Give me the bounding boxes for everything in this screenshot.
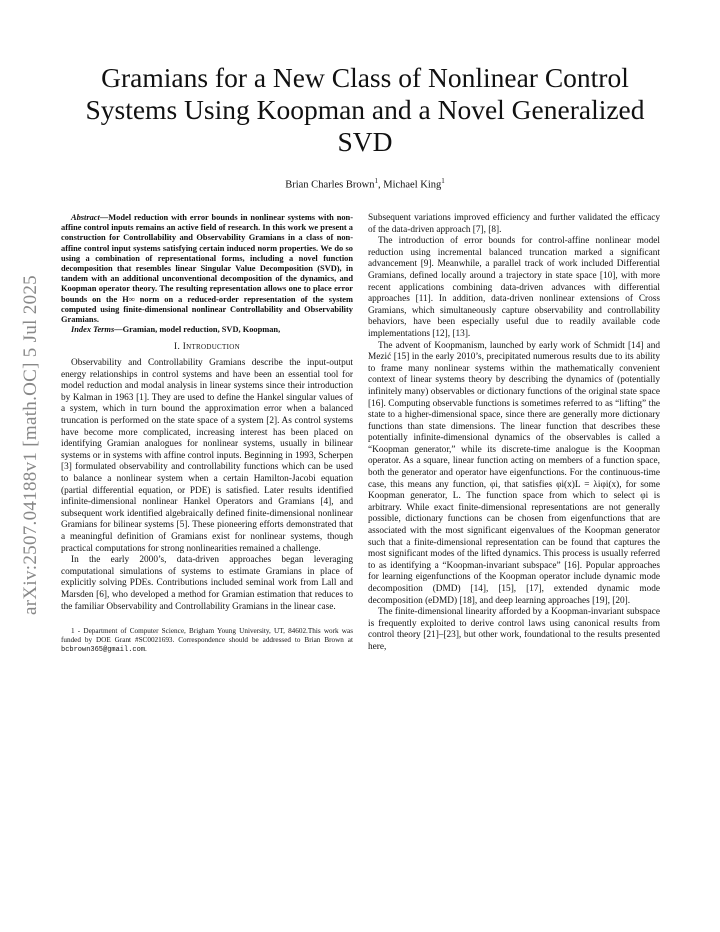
email-link[interactable]: bcbrown365@gmail.com — [61, 645, 146, 654]
arxiv-stamp — [6, 245, 56, 645]
author-separator: , — [377, 179, 384, 191]
section-heading: I. Introduction — [174, 342, 240, 353]
paragraph: Subsequent variations improved efficiency and further validated the efficacy of the data-driven approach [7], [8]. — [368, 213, 660, 235]
paragraph: In the early 2000’s, data-driven approaches began leveraging computational simulations of systems to estimate Gramians in place of explicitly solving PDEs. Contributions included seminal work from Lall and Marsden [6], who developed a method for Gramian estimation that reduces to the familiar Observability and Controllability Gramians in the linear case. — [61, 555, 353, 612]
author-line — [60, 177, 670, 191]
index-terms-label: Index Terms — [71, 325, 115, 335]
author-name: Brian Charles Brown — [285, 179, 375, 191]
index-terms-text: —Gramian, model reduction, SVD, Koopman, — [114, 325, 281, 335]
paragraph: The advent of Koopmanism, launched by early work of Schmidt [14] and Mezić [15] in the early 2010’s, precipitated numerous results due to its ability to frame many nonlinear systems within the mathematically convenient context of linear systems theory by describing the dynamics of (potentially infinitely many) observables or dictionary functions of the original state space [16]. Computing observable functions is sometimes referred to as “lifting” the state to a higher-dimensional space, since there are generally more dictionary functions than state dimensions. The linear function that describes these potentially infinite-dimensional dynamics of the observables is called a “Koopman generator,” while its discrete-time analogue is the Koopman operator. As a square, linear function acting on members of a function space, both the generator and operator have eigenfunctions. For the continuous-time case, this means any function, φi, that satisfies φi(x)L = λiφi(x), for some Koopman generator, L. The function space from which to select φi is arbitrary. While exact finite-dimensional representations are not generally possible, dictionary functions can be chosen from eigenfunctions that are associated with the most significant eigenvalues of the Koopman generator such that a finite-dimensional representation can be found that captures the most significant modes of the lifted dynamics. This process is usually referred to as identifying a “Koopman-invariant subspace” [16]. Popular approaches for learning eigenfunctions of the Koopman operator include dynamic mode decomposition (DMD) [14], [15], [17], extended dynamic mode decomposition (eDMD) [18], and deep learning approaches [19], [20]. — [368, 340, 660, 606]
index-terms — [61, 325, 353, 335]
affiliation-mark: 1 — [374, 177, 378, 185]
paragraph: The introduction of error bounds for control-affine nonlinear model reduction using incremental balanced truncation marked a significant advancement [9]. Meanwhile, a parallel track of work included Differential Gramians, defined locally around a trajectory in state space [10], with more recent applications combining data-driven advances with differential approaches [11]. In addition, data-driven nonlinear extensions of Cross Gramians, which simultaneously capture observability and controllability behaviors, have been especially useful due to readily available code implementations [12], [13]. — [368, 236, 660, 339]
paragraph: The finite-dimensional linearity afforded by a Koopman-invariant subspace is frequently exploited to derive control laws using canonical results from control theory [21]–[23], but other work, foundational to the results presented here, — [368, 607, 660, 652]
affiliation-mark: 1 — [441, 177, 445, 185]
footnote-text: 1 - Department of Computer Science, Brigham Young University, UT, 84602.This work was funded by DOE Grant #SC0021693. Correspondence should be addressed to Brian Brown at — [61, 627, 353, 644]
footnote — [61, 627, 353, 654]
abstract — [61, 213, 353, 325]
footnote-end: . — [145, 644, 147, 653]
arxiv-id: arXiv:2507.04188v1 [math.OC] 5 Jul 2025 — [20, 275, 42, 615]
abstract-label: Abstract— — [71, 213, 109, 222]
author-name: Michael King — [383, 179, 442, 191]
right-column — [368, 213, 660, 654]
left-column — [61, 213, 353, 654]
paper-title: Gramians for a New Class of Nonlinear Control Systems Using Koopman and a Novel Generalized SVD — [85, 62, 645, 157]
abstract-text: Model reduction with error bounds in nonlinear systems with non-affine control inputs remains an active field of research. In this work we present a construction for Controllability and Observability Gramians in a class of non-affine control input systems satisfying certain induced norm properties. We do so using a combination of representational forms, including a novel function decomposition that resembles linear Singular Value Decomposition (SVD), in tandem with an additional unconventional decomposition of the dynamics, and Koopman operator theory. The resulting representation allows one to place error bounds on the H∞ norm on a reduced-order representation of the system computed using finite-dimensional nonlinear Controllability and Observability Gramians. — [61, 213, 353, 325]
paragraph: Observability and Controllability Gramians describe the input-output energy relationships in control systems and have been an essential tool for model reduction and modal analysis in linear systems since their introduction by Kalman in 1963 [1]. They are used to define the Hankel singular values of a system, which in turn bound the approximation error when a balanced truncation is performed on the state space of a system [2]. As control systems have become more complicated, increasing interest has been placed on identifying Gramian analogues for nonlinear systems, usually in bilinear systems or in systems with affine control inputs. Beginning in 1993, Scherpen [3] formulated observability and controllability functions which can be used to balance a nonlinear system when a certain Hamilton-Jacobi equation (partial differential equation, or PDE) is satisfied. Later results identified infinite-dimensional nonlinear Hankel Operators and Gramians [4], and subsequent work identified algebraically defined finite-dimensional nonlinear Gramians for bilinear systems [5]. These pioneering efforts demonstrated that a meaningful definition of Gramians exist for nonlinear systems, though practical computations for strong nonlinearities remained a challenge. — [61, 358, 353, 554]
